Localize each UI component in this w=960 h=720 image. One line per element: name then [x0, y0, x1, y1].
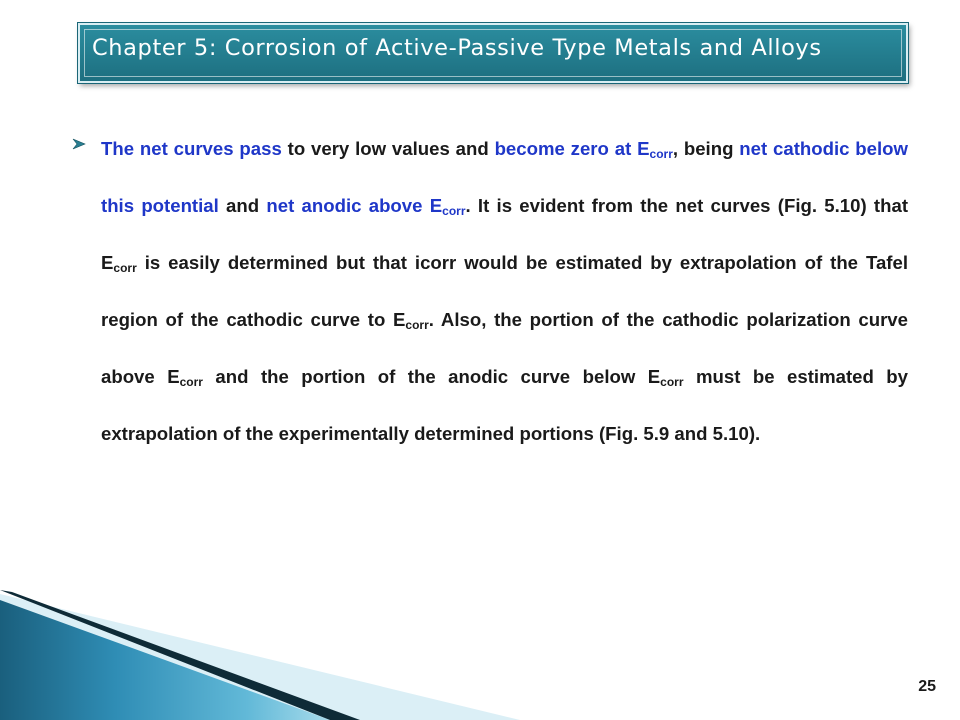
- text-segment: . Also, the portion of the cathodic polarization curve above E: [101, 309, 908, 387]
- arrow-bullet-icon: [72, 138, 86, 150]
- text-segment: and: [218, 195, 267, 216]
- subscript: corr: [660, 375, 684, 389]
- page-number: 25: [918, 678, 936, 695]
- subscript: corr: [179, 375, 203, 389]
- text-segment: is easily determined but that icorr would be estimated by extrapolation of the Tafel region of the cathodic curve to E: [101, 252, 908, 330]
- subscript: corr: [442, 204, 466, 218]
- corner-decoration: [0, 570, 960, 720]
- text-segment: and the portion of the anodic curve below E: [202, 366, 661, 387]
- text-segment: net cathodic below this potential: [101, 138, 908, 216]
- text-segment: , being: [672, 138, 740, 159]
- text-segment: . It is evident from the net curves (Fig. 5.10) that E: [101, 195, 909, 273]
- text-segment: to very low values and: [281, 138, 495, 159]
- subscript: corr: [113, 261, 137, 275]
- bullet-text: [101, 120, 908, 462]
- slide-title: Chapter 5: Corrosion of Active-Passive Type Metals and Alloys: [92, 35, 822, 61]
- text-segment: must be estimated by extrapolation of the experimentally determined portions (Fig. 5.9 and 5.10).: [101, 366, 908, 444]
- subscript: corr: [405, 318, 429, 332]
- text-segment: become zero at E: [494, 138, 650, 159]
- bullet-item: [72, 120, 908, 462]
- subscript: corr: [649, 147, 673, 161]
- text-segment: net anodic above E: [266, 195, 443, 216]
- title-banner: [78, 23, 908, 83]
- text-segment: The net curves pass: [101, 138, 282, 159]
